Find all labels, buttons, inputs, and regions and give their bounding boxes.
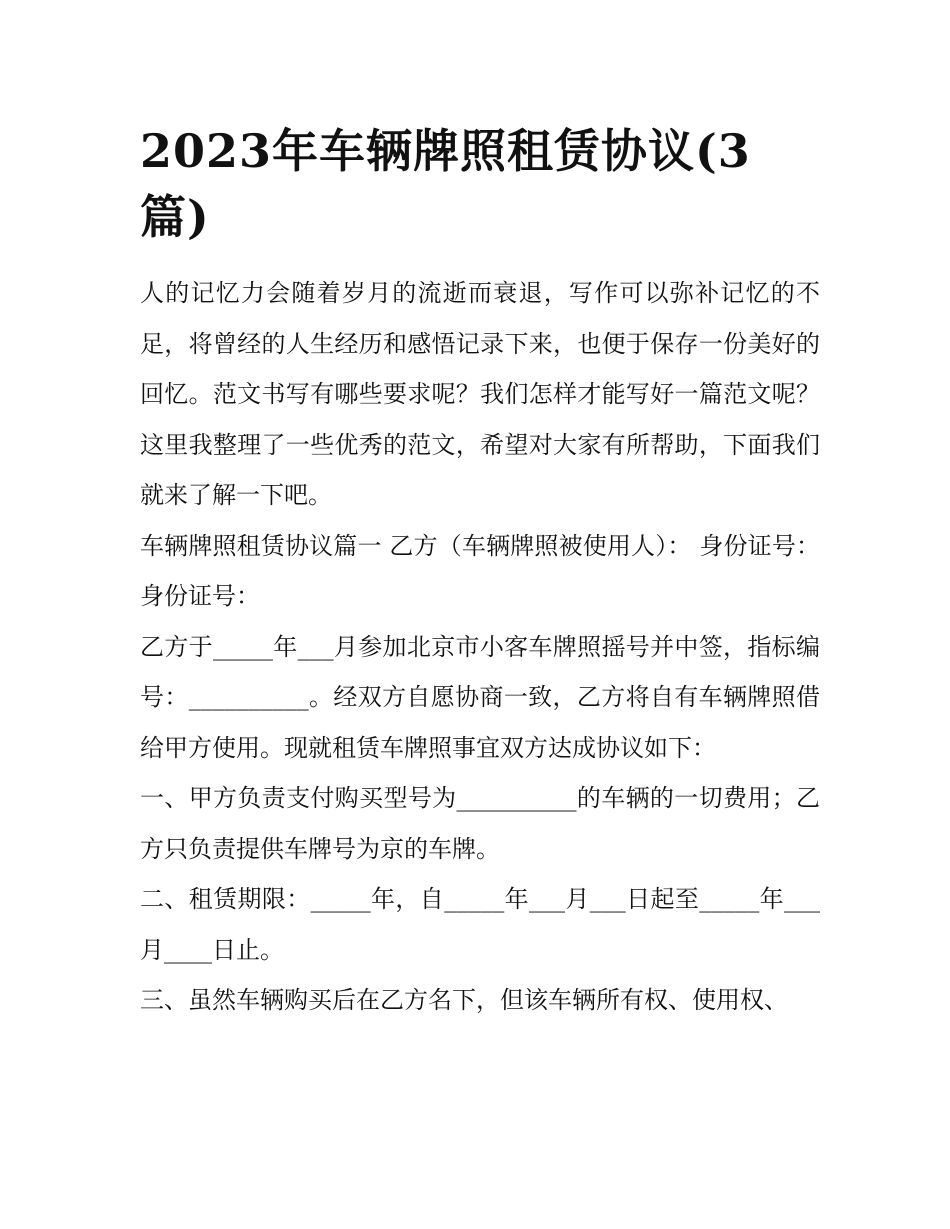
- clause-3-paragraph: 三、虽然车辆购买后在乙方名下，但该车辆所有权、使用权、: [140, 986, 788, 1014]
- document-page: [140, 118, 820, 1026]
- clause-2-paragraph: 二、租赁期限：_____年，自_____年___月___日起至_____年___月____日止。: [140, 885, 820, 964]
- clause-1-paragraph: 一、甲方负责支付购买型号为__________的车辆的一切费用；乙方只负责提供车牌号为京的车牌。: [140, 784, 820, 863]
- agreement-header-paragraph: 车辆牌照租赁协议篇一 乙方（车辆牌照被使用人）： 身份证号： 身份证号：: [140, 531, 820, 610]
- intro-paragraph: 人的记忆力会随着岁月的流逝而衰退，写作可以弥补记忆的不足，将曾经的人生经历和感悟记录下来，也便于保存一份美好的回忆。范文书写有哪些要求呢？我们怎样才能写好一篇范文呢？这里我整理了一些优秀的范文，希望对大家有所帮助，下面我们就来了解一下吧。: [140, 279, 820, 509]
- document-title: 2023年车辆牌照租赁协议(3篇): [140, 124, 751, 244]
- lottery-paragraph: 乙方于_____年___月参加北京市小客车牌照摇号并中签，指标编号：__________。经双方自愿协商一致，乙方将自有车辆牌照借给甲方使用。现就租赁车牌照事宜双方达成协议如下：: [140, 632, 820, 762]
